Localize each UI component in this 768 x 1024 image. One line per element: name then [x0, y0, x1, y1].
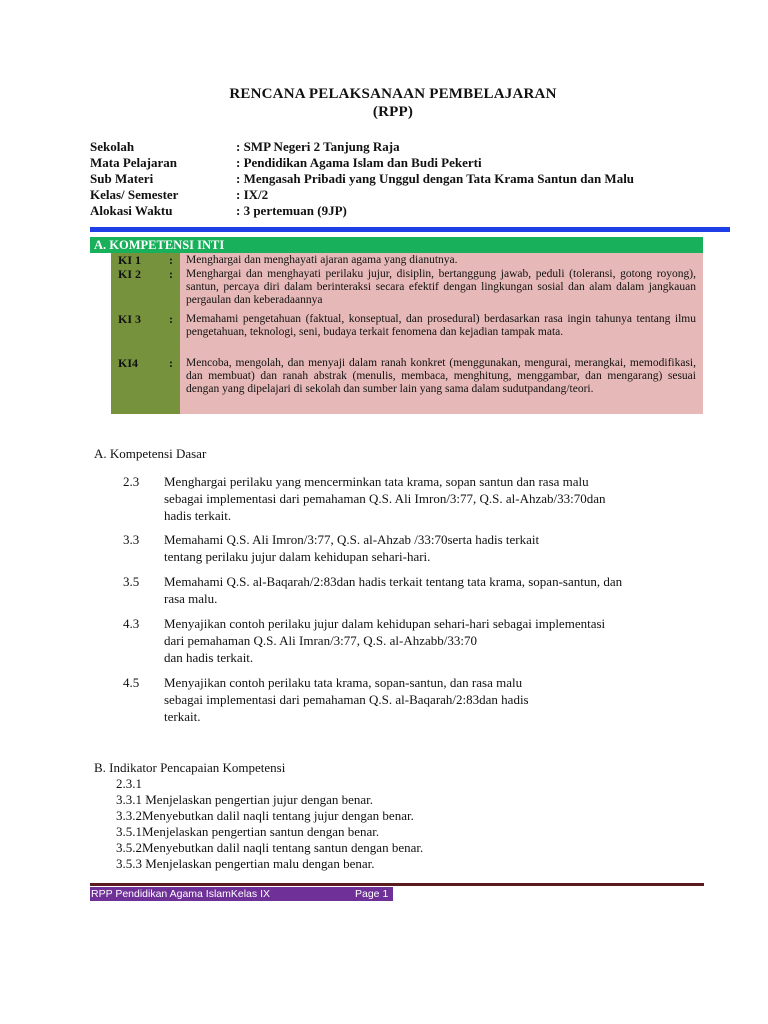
- identity-label: Sub Materi: [90, 171, 154, 186]
- page-footer: [90, 887, 393, 901]
- kd-line: dan hadis terkait.: [164, 650, 254, 665]
- kd-text: [164, 473, 709, 524]
- ki-text: Menghargai dan menghayati ajaran agama yang dianutnya.: [186, 254, 458, 266]
- kd-text: [164, 615, 709, 666]
- blue-divider: [90, 227, 730, 232]
- kd-line: rasa malu.: [164, 591, 218, 606]
- kd-number: 2.3: [123, 474, 140, 489]
- identity-label: Kelas/ Semester: [90, 187, 179, 202]
- kd-number: 3.5: [123, 574, 140, 589]
- kd-line: tentang perilaku jujur dalam kehidupan sehari-hari.: [164, 549, 431, 564]
- kd-number: 4.5: [123, 675, 140, 690]
- kd-line: Menyajikan contoh perilaku tata krama, sopan-santun, dan rasa malu: [164, 675, 523, 690]
- kd-line: hadis terkait.: [164, 508, 232, 523]
- kd-line: terkait.: [164, 709, 201, 724]
- ki-colon: :: [169, 267, 173, 281]
- document-title: RENCANA PELAKSANAAN PEMBELAJARAN: [229, 86, 557, 102]
- ki-text: Memahami pengetahuan (faktual, konseptual, dan prosedural) berdasarkan rasa ingin tahunya tentang ilmu pengetahuan, teknologi, seni, budaya terkait fenomena dan kejadian tampak mata.: [186, 313, 696, 338]
- ki-text: Menghargai dan menghayati perilaku jujur, disiplin, bertanggung jawab, peduli (toleransi, gotong royong), santun, percaya diri dalam berinteraksi secara efektif dengan lingkungan sosial dan alam dalam jangkauan pergaulan dan keberadaannya: [186, 268, 696, 306]
- page-number: Page 1: [355, 888, 389, 900]
- identity-label: Alokasi Waktu: [90, 203, 173, 218]
- identity-value: : 3 pertemuan (9JP): [236, 203, 347, 218]
- identity-value: : Pendidikan Agama Islam dan Budi Pekerti: [236, 155, 482, 170]
- indikator-item: 3.5.1Menjelaskan pengertian santun dengan benar.: [116, 824, 380, 839]
- ki-colon: :: [169, 356, 173, 370]
- kd-line: sebagai implementasi dari pemahaman Q.S. al-Baqarah/2:83dan hadis: [164, 692, 529, 707]
- ki-code: KI 1: [118, 253, 142, 267]
- ki-code: KI 2: [118, 267, 142, 281]
- kd-line: Menyajikan contoh perilaku jujur dalam kehidupan sehari-hari sebagai implementasi: [164, 616, 606, 631]
- identity-value: : Mengasah Pribadi yang Unggul dengan Tata Krama Santun dan Malu: [236, 171, 635, 186]
- identity-label: Sekolah: [90, 139, 135, 154]
- kd-line: dari pemahaman Q.S. Ali Imran/3:77, Q.S. al-Ahzabb/33:70: [164, 633, 478, 648]
- footer-divider: [90, 883, 704, 886]
- indikator-heading: B. Indikator Pencapaian Kompetensi: [94, 760, 286, 775]
- kd-line: Memahami Q.S. Ali Imron/3:77, Q.S. al-Ahzab /33:70serta hadis terkait: [164, 532, 540, 547]
- indikator-item: 3.3.2Menyebutkan dalil naqli tentang jujur dengan benar.: [116, 808, 414, 823]
- indikator-item: 2.3.1: [116, 776, 142, 791]
- kd-number: 4.3: [123, 616, 140, 631]
- kompetensi-dasar-heading: A. Kompetensi Dasar: [94, 446, 207, 461]
- identity-value: : IX/2: [236, 187, 269, 202]
- ki-text: Mencoba, mengolah, dan menyaji dalam ranah konkret (menggunakan, mengurai, merangkai, memodifikasi, dan membuat) dan ranah abstrak (menulis, membaca, menghitung, menggambar, dan mengarang) sesuai dengan yang dipelajari di sekolah dan sumber lain yang sama dalam sudutpandang/teori.: [186, 357, 696, 395]
- kd-text: [164, 674, 709, 725]
- indikator-item: 3.5.3 Menjelaskan pengertian malu dengan benar.: [116, 856, 375, 871]
- indikator-item: 3.5.2Menyebutkan dalil naqli tentang santun dengan benar.: [116, 840, 424, 855]
- kd-line: Menghargai perilaku yang mencerminkan tata krama, sopan santun dan rasa malu: [164, 474, 589, 489]
- document-subtitle: (RPP): [372, 104, 414, 120]
- kd-number: 3.3: [123, 532, 140, 547]
- kd-text: [164, 573, 709, 607]
- ki-colon: :: [169, 312, 173, 326]
- kd-line: sebagai implementasi dari pemahaman Q.S. Ali Imron/3:77, Q.S. al-Ahzab/33:70dan: [164, 491, 606, 506]
- identity-value: : SMP Negeri 2 Tanjung Raja: [236, 139, 400, 154]
- identity-label: Mata Pelajaran: [90, 155, 178, 170]
- kd-line: Memahami Q.S. al-Baqarah/2:83dan hadis terkait tentang tata krama, sopan-santun, dan: [164, 574, 623, 589]
- ki-colon: :: [169, 253, 173, 267]
- ki-code: KI4: [118, 356, 139, 370]
- ki-code: KI 3: [118, 312, 142, 326]
- footer-title: RPP Pendidikan Agama IslamKelas IX: [91, 888, 270, 900]
- kd-text: [164, 531, 709, 565]
- indikator-item: 3.3.1 Menjelaskan pengertian jujur dengan benar.: [116, 792, 374, 807]
- kompetensi-inti-heading: A. KOMPETENSI INTI: [90, 237, 703, 253]
